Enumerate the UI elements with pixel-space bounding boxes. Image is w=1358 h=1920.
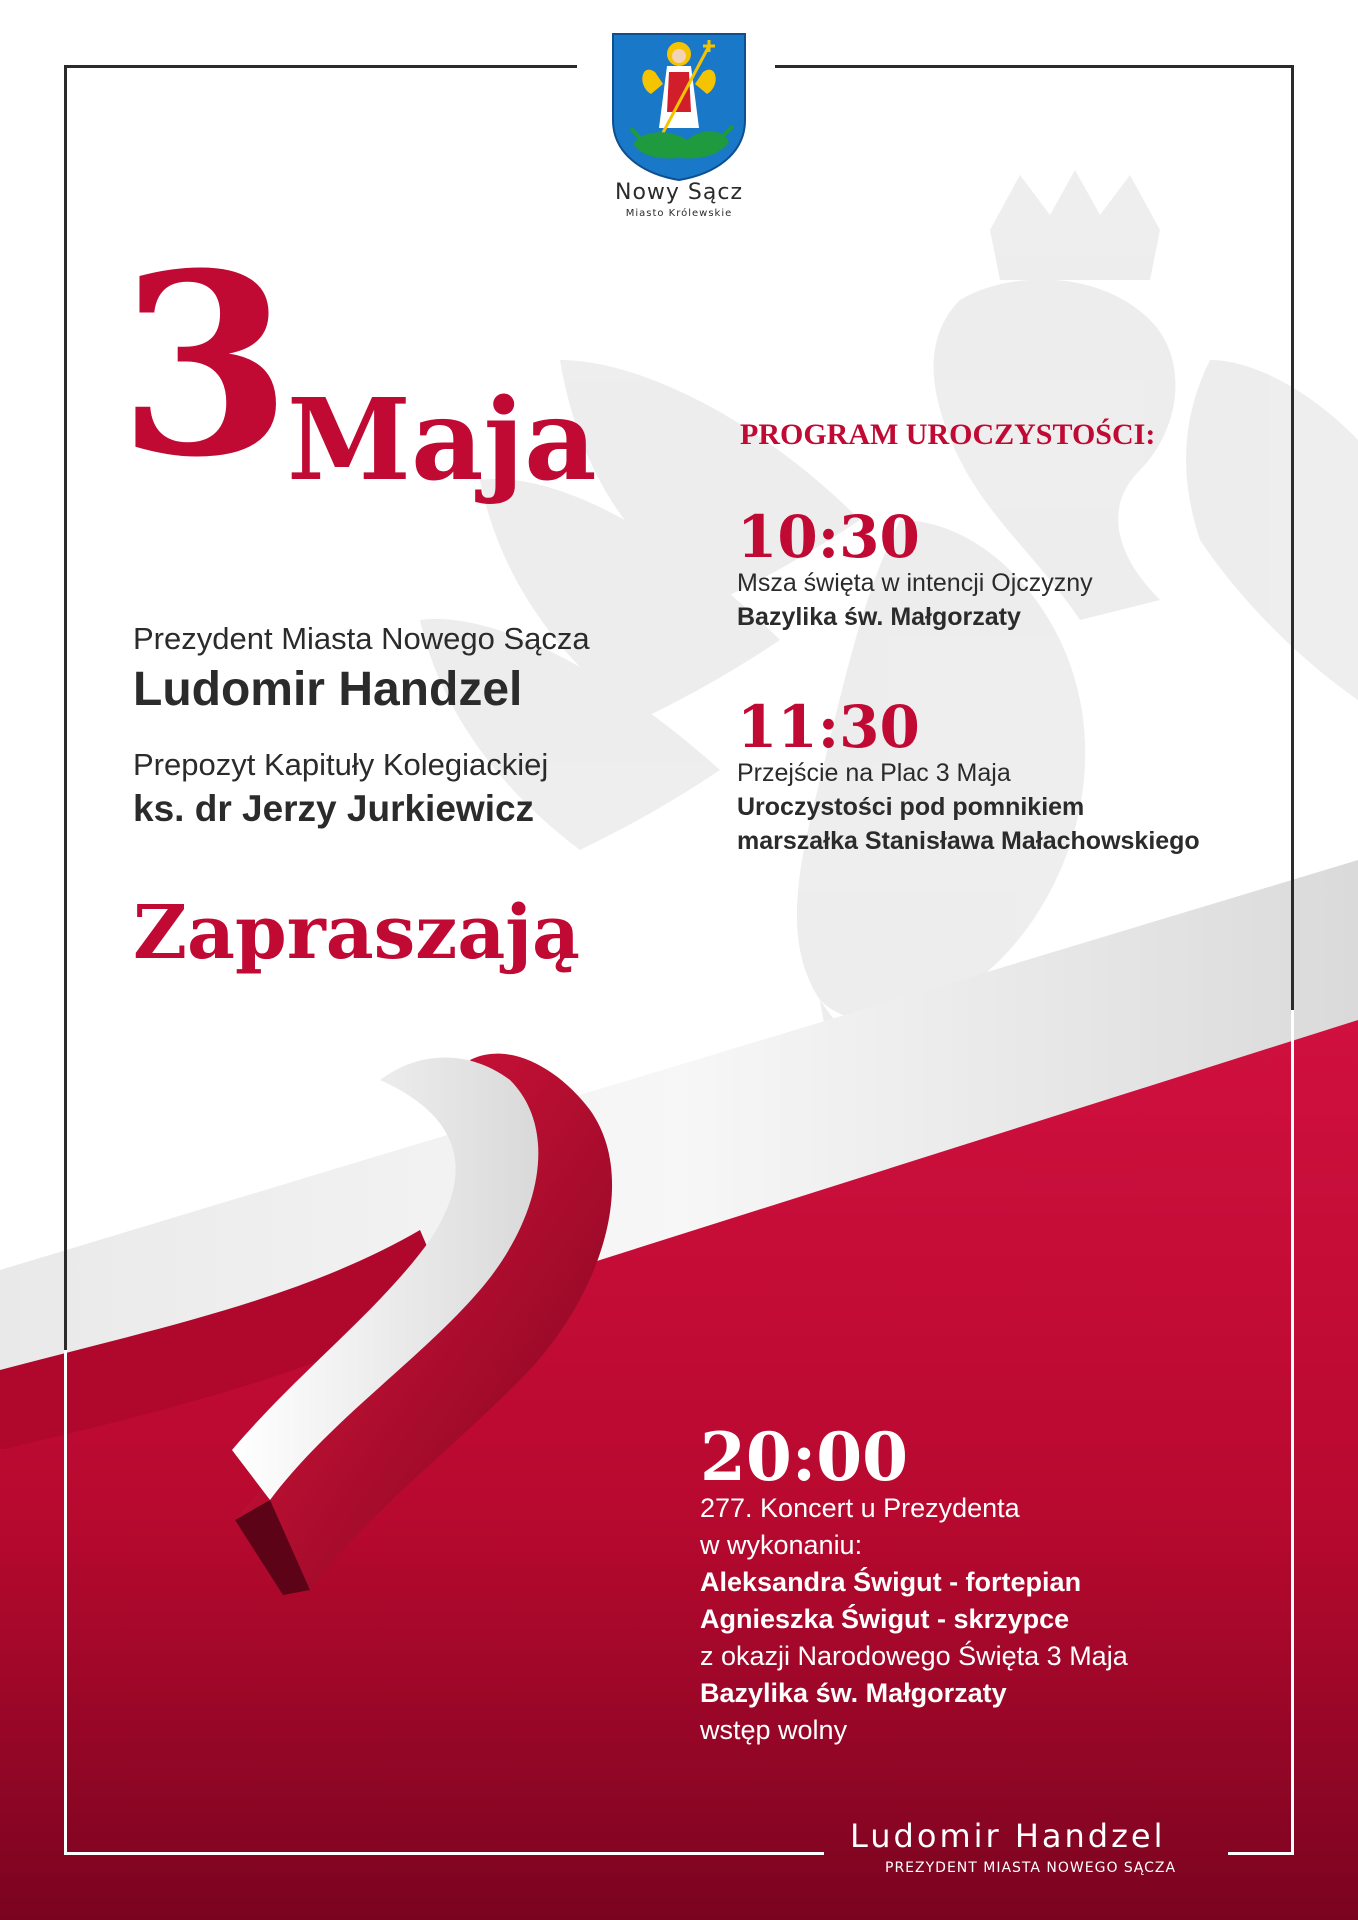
event-3 <box>700 1418 1128 1749</box>
host-1-name: Ludomir Handzel <box>133 663 523 716</box>
title-month: Maja <box>287 375 597 506</box>
coat-of-arms-icon <box>611 32 747 182</box>
event-2-time: 11:30 <box>737 693 920 761</box>
host-1-role: Prezydent Miasta Nowego Sącza <box>133 621 590 656</box>
event-3-line-7: wstęp wolny <box>700 1715 848 1745</box>
invite-text: Zapraszają <box>133 890 580 976</box>
event-3-time: 20:00 <box>700 1418 909 1496</box>
frame-top-left <box>64 65 577 68</box>
city-subtitle: Miasto Królewskie <box>625 208 733 219</box>
frame-bottom-left <box>64 1852 824 1855</box>
event-3-line-6: Bazylika św. Małgorzaty <box>700 1678 1007 1708</box>
title-day: 3 <box>118 218 292 512</box>
event-3-line-1: 277. Koncert u Prezydenta <box>700 1493 1020 1523</box>
frame-left <box>64 65 67 1350</box>
event-1-time: 10:30 <box>737 503 920 571</box>
frame-right-lower <box>1291 1010 1294 1855</box>
event-2-line-2: Uroczystości pod pomnikiem <box>737 793 1085 821</box>
frame-top-right <box>775 65 1294 68</box>
host-2-role: Prepozyt Kapituły Kolegiackiej <box>133 747 549 782</box>
city-name: Nowy Sącz <box>614 180 743 205</box>
event-2-line-1: Przejście na Plac 3 Maja <box>737 759 1011 787</box>
event-2-line-3: marszałka Stanisława Małachowskiego <box>737 827 1200 855</box>
event-3-line-2: w wykonaniu: <box>700 1530 863 1560</box>
event-3-line-5: z okazji Narodowego Święta 3 Maja <box>700 1641 1128 1671</box>
host-2-name: ks. dr Jerzy Jurkiewicz <box>133 788 535 829</box>
event-1-line-1: Msza święta w intencji Ojczyzny <box>737 569 1093 597</box>
frame-right <box>1291 65 1294 1010</box>
event-3-line-4: Agnieszka Świgut - skrzypce <box>700 1604 1070 1634</box>
frame-bottom-right <box>1228 1852 1294 1855</box>
signature-title: PREZYDENT MIASTA NOWEGO SĄCZA <box>885 1860 1177 1876</box>
event-1-line-2: Bazylika św. Małgorzaty <box>737 603 1021 631</box>
signature-name: Ludomir Handzel <box>850 1817 1166 1855</box>
event-3-line-3: Aleksandra Świgut - fortepian <box>700 1567 1082 1597</box>
frame-left-lower <box>64 1350 67 1855</box>
program-heading: PROGRAM UROCZYSTOŚCI: <box>740 418 1156 451</box>
event-2 <box>737 693 1200 858</box>
event-1 <box>737 503 1093 634</box>
